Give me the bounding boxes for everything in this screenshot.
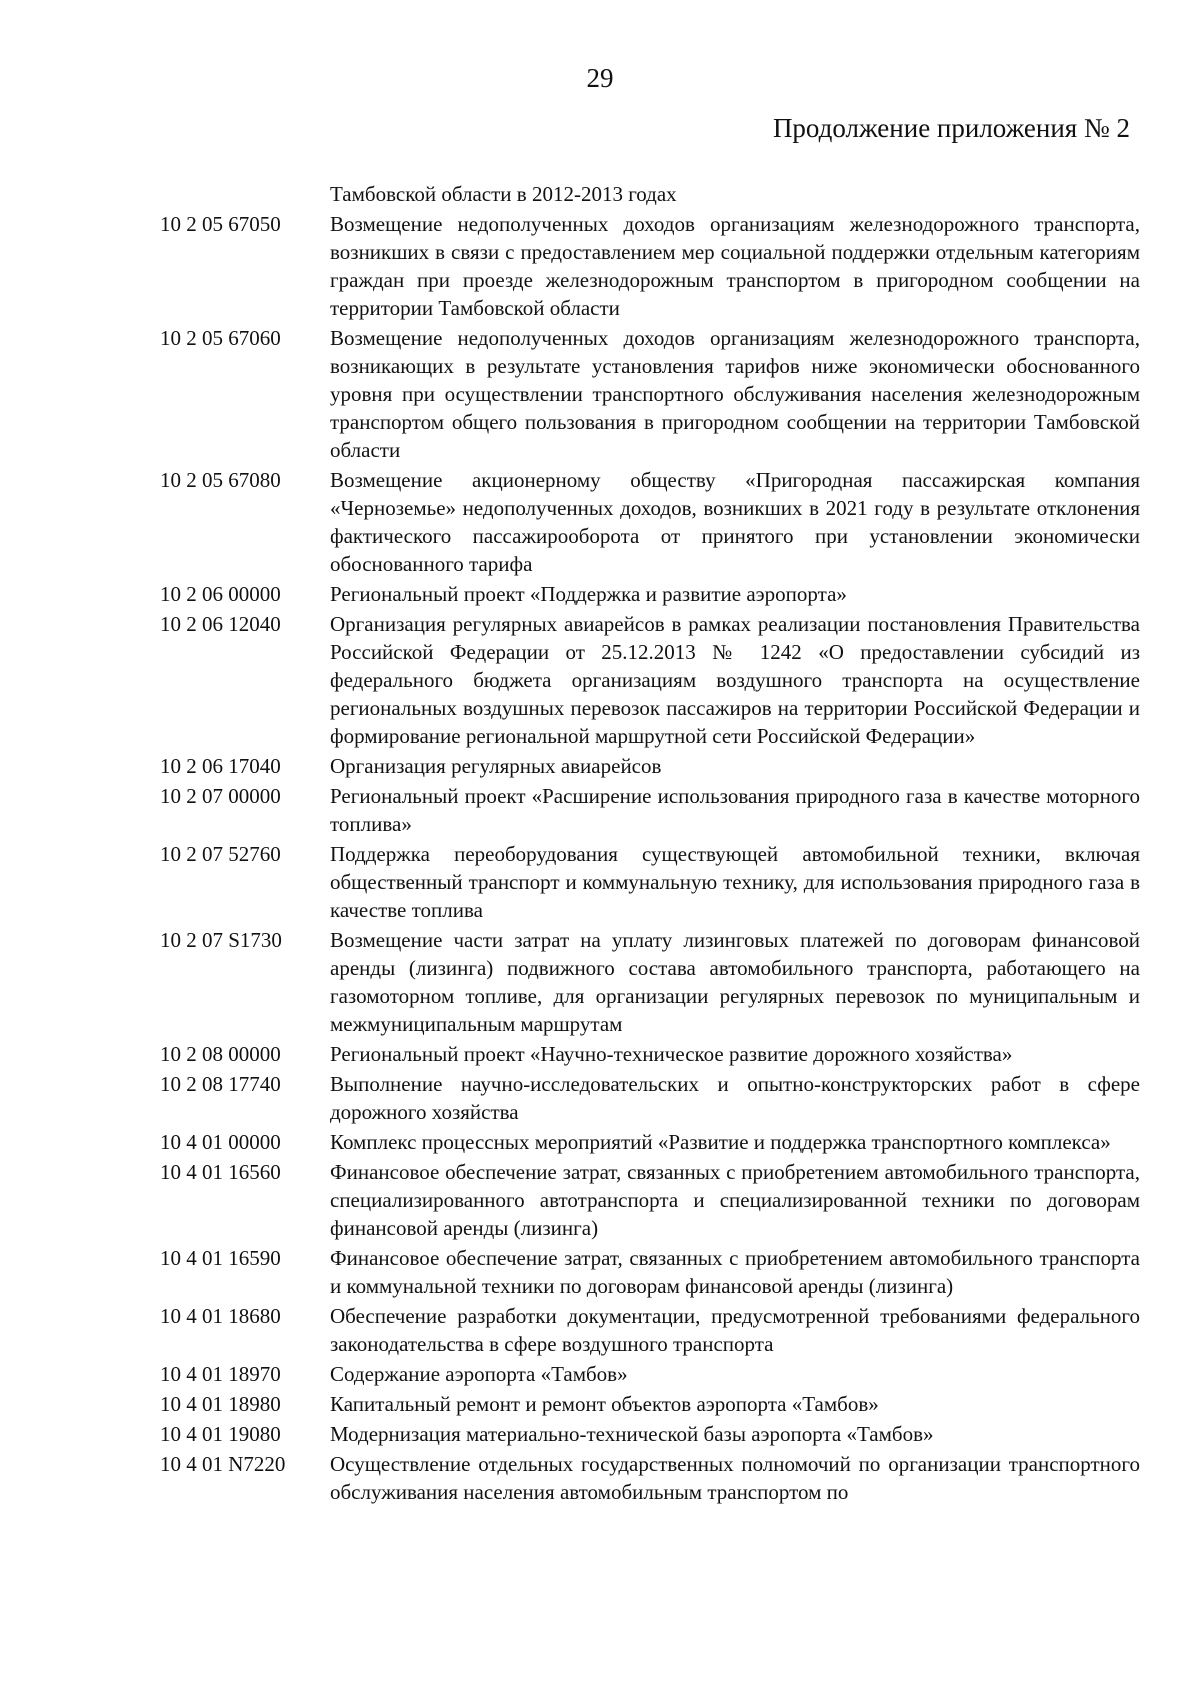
row-code: 10 4 01 18680	[160, 1304, 281, 1328]
list-row	[160, 782, 1140, 838]
list-row	[160, 1040, 1140, 1068]
row-code: 10 2 05 67050	[160, 212, 281, 236]
row-description: Содержание аэропорта «Тамбов»	[330, 1362, 628, 1386]
row-code: 10 2 06 17040	[160, 754, 281, 778]
list-row	[160, 1390, 1140, 1418]
row-description: Региональный проект «Поддержка и развитие аэропорта»	[330, 582, 847, 606]
row-code: 10 4 01 16560	[160, 1160, 281, 1184]
row-code: 10 4 01 18980	[160, 1392, 281, 1416]
list-row	[160, 1070, 1140, 1126]
list-row	[160, 926, 1140, 1038]
list-row	[160, 1302, 1140, 1358]
list-row	[160, 1244, 1140, 1300]
row-description: Возмещение части затрат на уплату лизинговых платежей по договорам финансовой аренды (лизинга) подвижного состава автомобильного транспорта, работающего на газомоторном топливе, для организации регулярных перевозок по муниципальным и межмуниципальным маршрутам	[330, 928, 1140, 1036]
budget-classification-list	[160, 180, 1140, 1506]
row-description: Обеспечение разработки документации, предусмотренной требованиями федерального законодательства в сфере воздушного транспорта	[330, 1304, 1140, 1356]
row-description: Финансовое обеспечение затрат, связанных с приобретением автомобильного транспорта и коммунальной техники по договорам финансовой аренды (лизинга)	[330, 1246, 1140, 1298]
row-code: 10 4 01 00000	[160, 1130, 281, 1154]
row-description: Организация регулярных авиарейсов	[330, 754, 662, 778]
row-code: 10 2 08 00000	[160, 1042, 281, 1066]
row-description: Осуществление отдельных государственных полномочий по организации транспортного обслуживания населения автомобильным транспортом по	[330, 1452, 1140, 1504]
row-code: 10 4 01 16590	[160, 1246, 281, 1270]
row-description: Поддержка переоборудования существующей автомобильной техники, включая общественный транспорт и коммунальную технику, для использования природного газа в качестве топлива	[330, 842, 1140, 922]
row-code: 10 2 07 00000	[160, 784, 281, 808]
row-code: 10 2 06 00000	[160, 582, 281, 606]
list-row	[160, 1420, 1140, 1448]
row-description: Комплекс процессных мероприятий «Развитие и поддержка транспортного комплекса»	[330, 1130, 1111, 1154]
list-row	[160, 580, 1140, 608]
row-description: Модернизация материально-технической базы аэропорта «Тамбов»	[330, 1422, 934, 1446]
row-description: Тамбовской области в 2012-2013 годах	[330, 182, 677, 206]
row-code: 10 2 08 17740	[160, 1072, 281, 1096]
row-description: Региональный проект «Научно-техническое развитие дорожного хозяйства»	[330, 1042, 1013, 1066]
list-row	[160, 610, 1140, 750]
row-code: 10 2 07 S1730	[160, 928, 282, 952]
row-code: 10 2 07 52760	[160, 842, 281, 866]
row-description: Возмещение акционерному обществу «Пригородная пассажирская компания «Черноземье» недополученных доходов, возникших в 2021 году в результате отклонения фактического пассажирооборота от принятого при установлении экономически обоснованного тарифа	[330, 468, 1140, 576]
list-row	[160, 1360, 1140, 1388]
row-code: 10 2 05 67080	[160, 468, 281, 492]
list-row	[160, 1158, 1140, 1242]
row-code: 10 2 06 12040	[160, 612, 281, 636]
list-row	[160, 324, 1140, 464]
list-row	[160, 1128, 1140, 1156]
list-row	[160, 1450, 1140, 1506]
row-description: Региональный проект «Расширение использования природного газа в качестве моторного топлива»	[330, 784, 1140, 836]
list-row	[160, 210, 1140, 322]
row-code: 10 4 01 19080	[160, 1422, 281, 1446]
list-row	[160, 752, 1140, 780]
row-description: Капитальный ремонт и ремонт объектов аэропорта «Тамбов»	[330, 1392, 879, 1416]
list-row	[160, 466, 1140, 578]
row-description: Организация регулярных авиарейсов в рамках реализации постановления Правительства Российской Федерации от 25.12.2013 № 1242 «О предоставлении субсидий из федерального бюджета организациям воздушного транспорта на осуществление региональных воздушных перевозок пассажиров на территории Российской Федерации и формирование региональной маршрутной сети Российской Федерации»	[330, 612, 1140, 748]
row-code: 10 4 01 18970	[160, 1362, 281, 1386]
row-code: 10 2 05 67060	[160, 326, 281, 350]
list-row	[160, 840, 1140, 924]
appendix-continuation-header: Продолжение приложения № 2	[772, 113, 1130, 143]
row-description: Возмещение недополученных доходов организациям железнодорожного транспорта, возникающих в результате установления тарифов ниже экономически обоснованного уровня при осуществлении транспортного обслуживания населения железнодорожным транспортом общего пользования в пригородном сообщении на территории Тамбовской области	[330, 326, 1140, 462]
row-description: Возмещение недополученных доходов организациям железнодорожного транспорта, возникших в связи с предоставлением мер социальной поддержки отдельным категориям граждан при проезде железнодорожным транспортом в пригородном сообщении на территории Тамбовской области	[330, 212, 1140, 320]
page-number: 29	[586, 63, 614, 93]
row-code: 10 4 01 N7220	[160, 1452, 286, 1476]
row-description: Выполнение научно-исследовательских и опытно-конструкторских работ в сфере дорожного хозяйства	[330, 1072, 1140, 1124]
list-row	[160, 180, 1140, 208]
row-description: Финансовое обеспечение затрат, связанных с приобретением автомобильного транспорта, специализированного автотранспорта и специализированной техники по договорам финансовой аренды (лизинга)	[330, 1160, 1140, 1240]
